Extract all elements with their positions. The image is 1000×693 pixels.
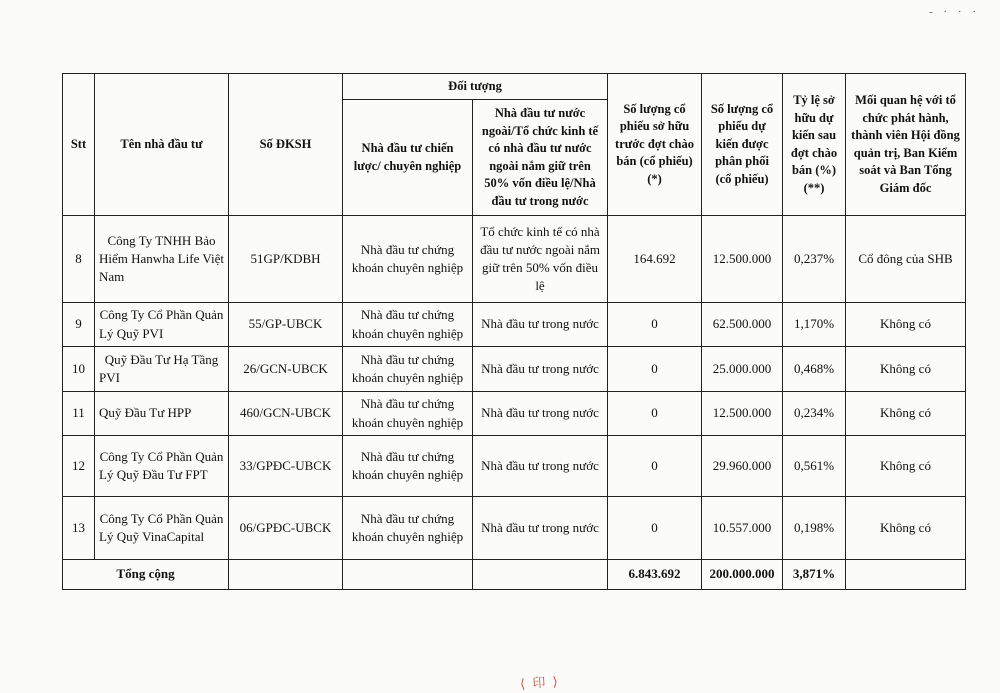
row-type-professional: Nhà đầu tư chứng khoán chuyên nghiệp xyxy=(343,436,473,497)
row-shares-before: 0 xyxy=(608,303,702,347)
col-header-target-foreign: Nhà đầu tư nước ngoài/Tổ chức kinh tế có nhà đầu tư nước ngoài nắm giữ trên 50% vốn điều lệ/Nhà đầu tư trong nước xyxy=(473,100,608,216)
row-registration-number: 33/GPĐC-UBCK xyxy=(229,436,343,497)
row-type-professional: Nhà đầu tư chứng khoán chuyên nghiệp xyxy=(343,216,473,303)
row-ownership-ratio: 0,468% xyxy=(783,347,846,392)
row-investor-name: Công Ty Cổ Phần Quản Lý Quỹ Đầu Tư FPT xyxy=(95,436,229,497)
row-stt: 10 xyxy=(63,347,95,392)
row-registration-number: 26/GCN-UBCK xyxy=(229,347,343,392)
row-registration-number: 06/GPĐC-UBCK xyxy=(229,497,343,560)
col-header-registration-number: Số ĐKSH xyxy=(229,74,343,216)
row-registration-number: 51GP/KDBH xyxy=(229,216,343,303)
row-type-professional: Nhà đầu tư chứng khoán chuyên nghiệp xyxy=(343,303,473,347)
row-ownership-ratio: 0,198% xyxy=(783,497,846,560)
total-empty-cell xyxy=(473,560,608,590)
row-shares-before: 0 xyxy=(608,436,702,497)
col-header-relationship: Mối quan hệ với tổ chức phát hành, thành viên Hội đồng quản trị, Ban Kiểm soát và Ban Tổng Giám đốc xyxy=(846,74,966,216)
row-registration-number: 460/GCN-UBCK xyxy=(229,392,343,436)
total-shares-allocated: 200.000.000 xyxy=(702,560,783,590)
row-shares-allocated: 25.000.000 xyxy=(702,347,783,392)
row-stt: 8 xyxy=(63,216,95,303)
row-stt: 13 xyxy=(63,497,95,560)
table-row xyxy=(63,303,966,347)
col-header-target-group: Đối tượng xyxy=(343,74,608,100)
row-shares-before: 0 xyxy=(608,497,702,560)
row-ownership-ratio: 0,234% xyxy=(783,392,846,436)
row-type-foreign: Nhà đầu tư trong nước xyxy=(473,436,608,497)
row-investor-name: Công Ty Cổ Phần Quản Lý Quỹ PVI xyxy=(95,303,229,347)
row-shares-before: 164.692 xyxy=(608,216,702,303)
row-investor-name: Công Ty Cổ Phần Quản Lý Quỹ VinaCapital xyxy=(95,497,229,560)
row-relationship: Không có xyxy=(846,303,966,347)
row-shares-allocated: 12.500.000 xyxy=(702,392,783,436)
shares-before-note: (*) xyxy=(647,171,662,186)
row-type-professional: Nhà đầu tư chứng khoán chuyên nghiệp xyxy=(343,392,473,436)
total-shares-before: 6.843.692 xyxy=(608,560,702,590)
table-row xyxy=(63,347,966,392)
row-type-foreign: Nhà đầu tư trong nước xyxy=(473,497,608,560)
ownership-after-note: (**) xyxy=(803,180,825,195)
row-type-professional: Nhà đầu tư chứng khoán chuyên nghiệp xyxy=(343,497,473,560)
row-ownership-ratio: 0,561% xyxy=(783,436,846,497)
row-shares-allocated: 12.500.000 xyxy=(702,216,783,303)
row-relationship: Không có xyxy=(846,347,966,392)
total-empty-cell xyxy=(343,560,473,590)
row-type-professional: Nhà đầu tư chứng khoán chuyên nghiệp xyxy=(343,347,473,392)
row-investor-name: Quỹ Đầu Tư Hạ Tầng PVI xyxy=(95,347,229,392)
row-stt: 9 xyxy=(63,303,95,347)
investor-allocation-table xyxy=(62,73,966,590)
row-shares-allocated: 10.557.000 xyxy=(702,497,783,560)
row-type-foreign: Tổ chức kinh tế có nhà đầu tư nước ngoài nắm giữ trên 50% vốn điều lệ xyxy=(473,216,608,303)
row-shares-allocated: 29.960.000 xyxy=(702,436,783,497)
total-row xyxy=(63,560,966,590)
table-row xyxy=(63,436,966,497)
col-header-investor-name: Tên nhà đầu tư xyxy=(95,74,229,216)
row-relationship: Không có xyxy=(846,436,966,497)
red-seal-stamp: ⟨ 印 ⟩ xyxy=(519,673,561,692)
row-relationship: Không có xyxy=(846,497,966,560)
row-investor-name: Công Ty TNHH Bảo Hiểm Hanwha Life Việt Nam xyxy=(95,216,229,303)
row-shares-allocated: 62.500.000 xyxy=(702,303,783,347)
total-label: Tổng cộng xyxy=(63,560,229,590)
total-ownership-ratio: 3,871% xyxy=(783,560,846,590)
col-header-target-professional: Nhà đầu tư chiến lược/ chuyên nghiệp xyxy=(343,100,473,216)
row-type-foreign: Nhà đầu tư trong nước xyxy=(473,392,608,436)
col-header-stt: Stt xyxy=(63,74,95,216)
table-row xyxy=(63,392,966,436)
col-header-shares-allocated: Số lượng cổ phiếu dự kiến được phân phối (cổ phiếu) xyxy=(702,74,783,216)
total-empty-cell xyxy=(229,560,343,590)
row-investor-name: Quỹ Đầu Tư HPP xyxy=(95,392,229,436)
corner-marks: - · · · xyxy=(929,6,980,18)
table-row xyxy=(63,497,966,560)
row-shares-before: 0 xyxy=(608,347,702,392)
row-stt: 12 xyxy=(63,436,95,497)
col-header-shares-before xyxy=(608,74,702,216)
row-ownership-ratio: 0,237% xyxy=(783,216,846,303)
row-type-foreign: Nhà đầu tư trong nước xyxy=(473,303,608,347)
total-empty-cell xyxy=(846,560,966,590)
col-header-ownership-after xyxy=(783,74,846,216)
row-relationship: Không có xyxy=(846,392,966,436)
row-relationship: Cổ đông của SHB xyxy=(846,216,966,303)
shares-before-label: Số lượng cổ phiếu sở hữu trước đợt chào bán (cổ phiếu) xyxy=(615,101,694,169)
row-ownership-ratio: 1,170% xyxy=(783,303,846,347)
row-shares-before: 0 xyxy=(608,392,702,436)
row-registration-number: 55/GP-UBCK xyxy=(229,303,343,347)
table-row xyxy=(63,216,966,303)
row-type-foreign: Nhà đầu tư trong nước xyxy=(473,347,608,392)
row-stt: 11 xyxy=(63,392,95,436)
ownership-after-label: Tỷ lệ sở hữu dự kiến sau đợt chào bán (%) xyxy=(790,93,838,177)
